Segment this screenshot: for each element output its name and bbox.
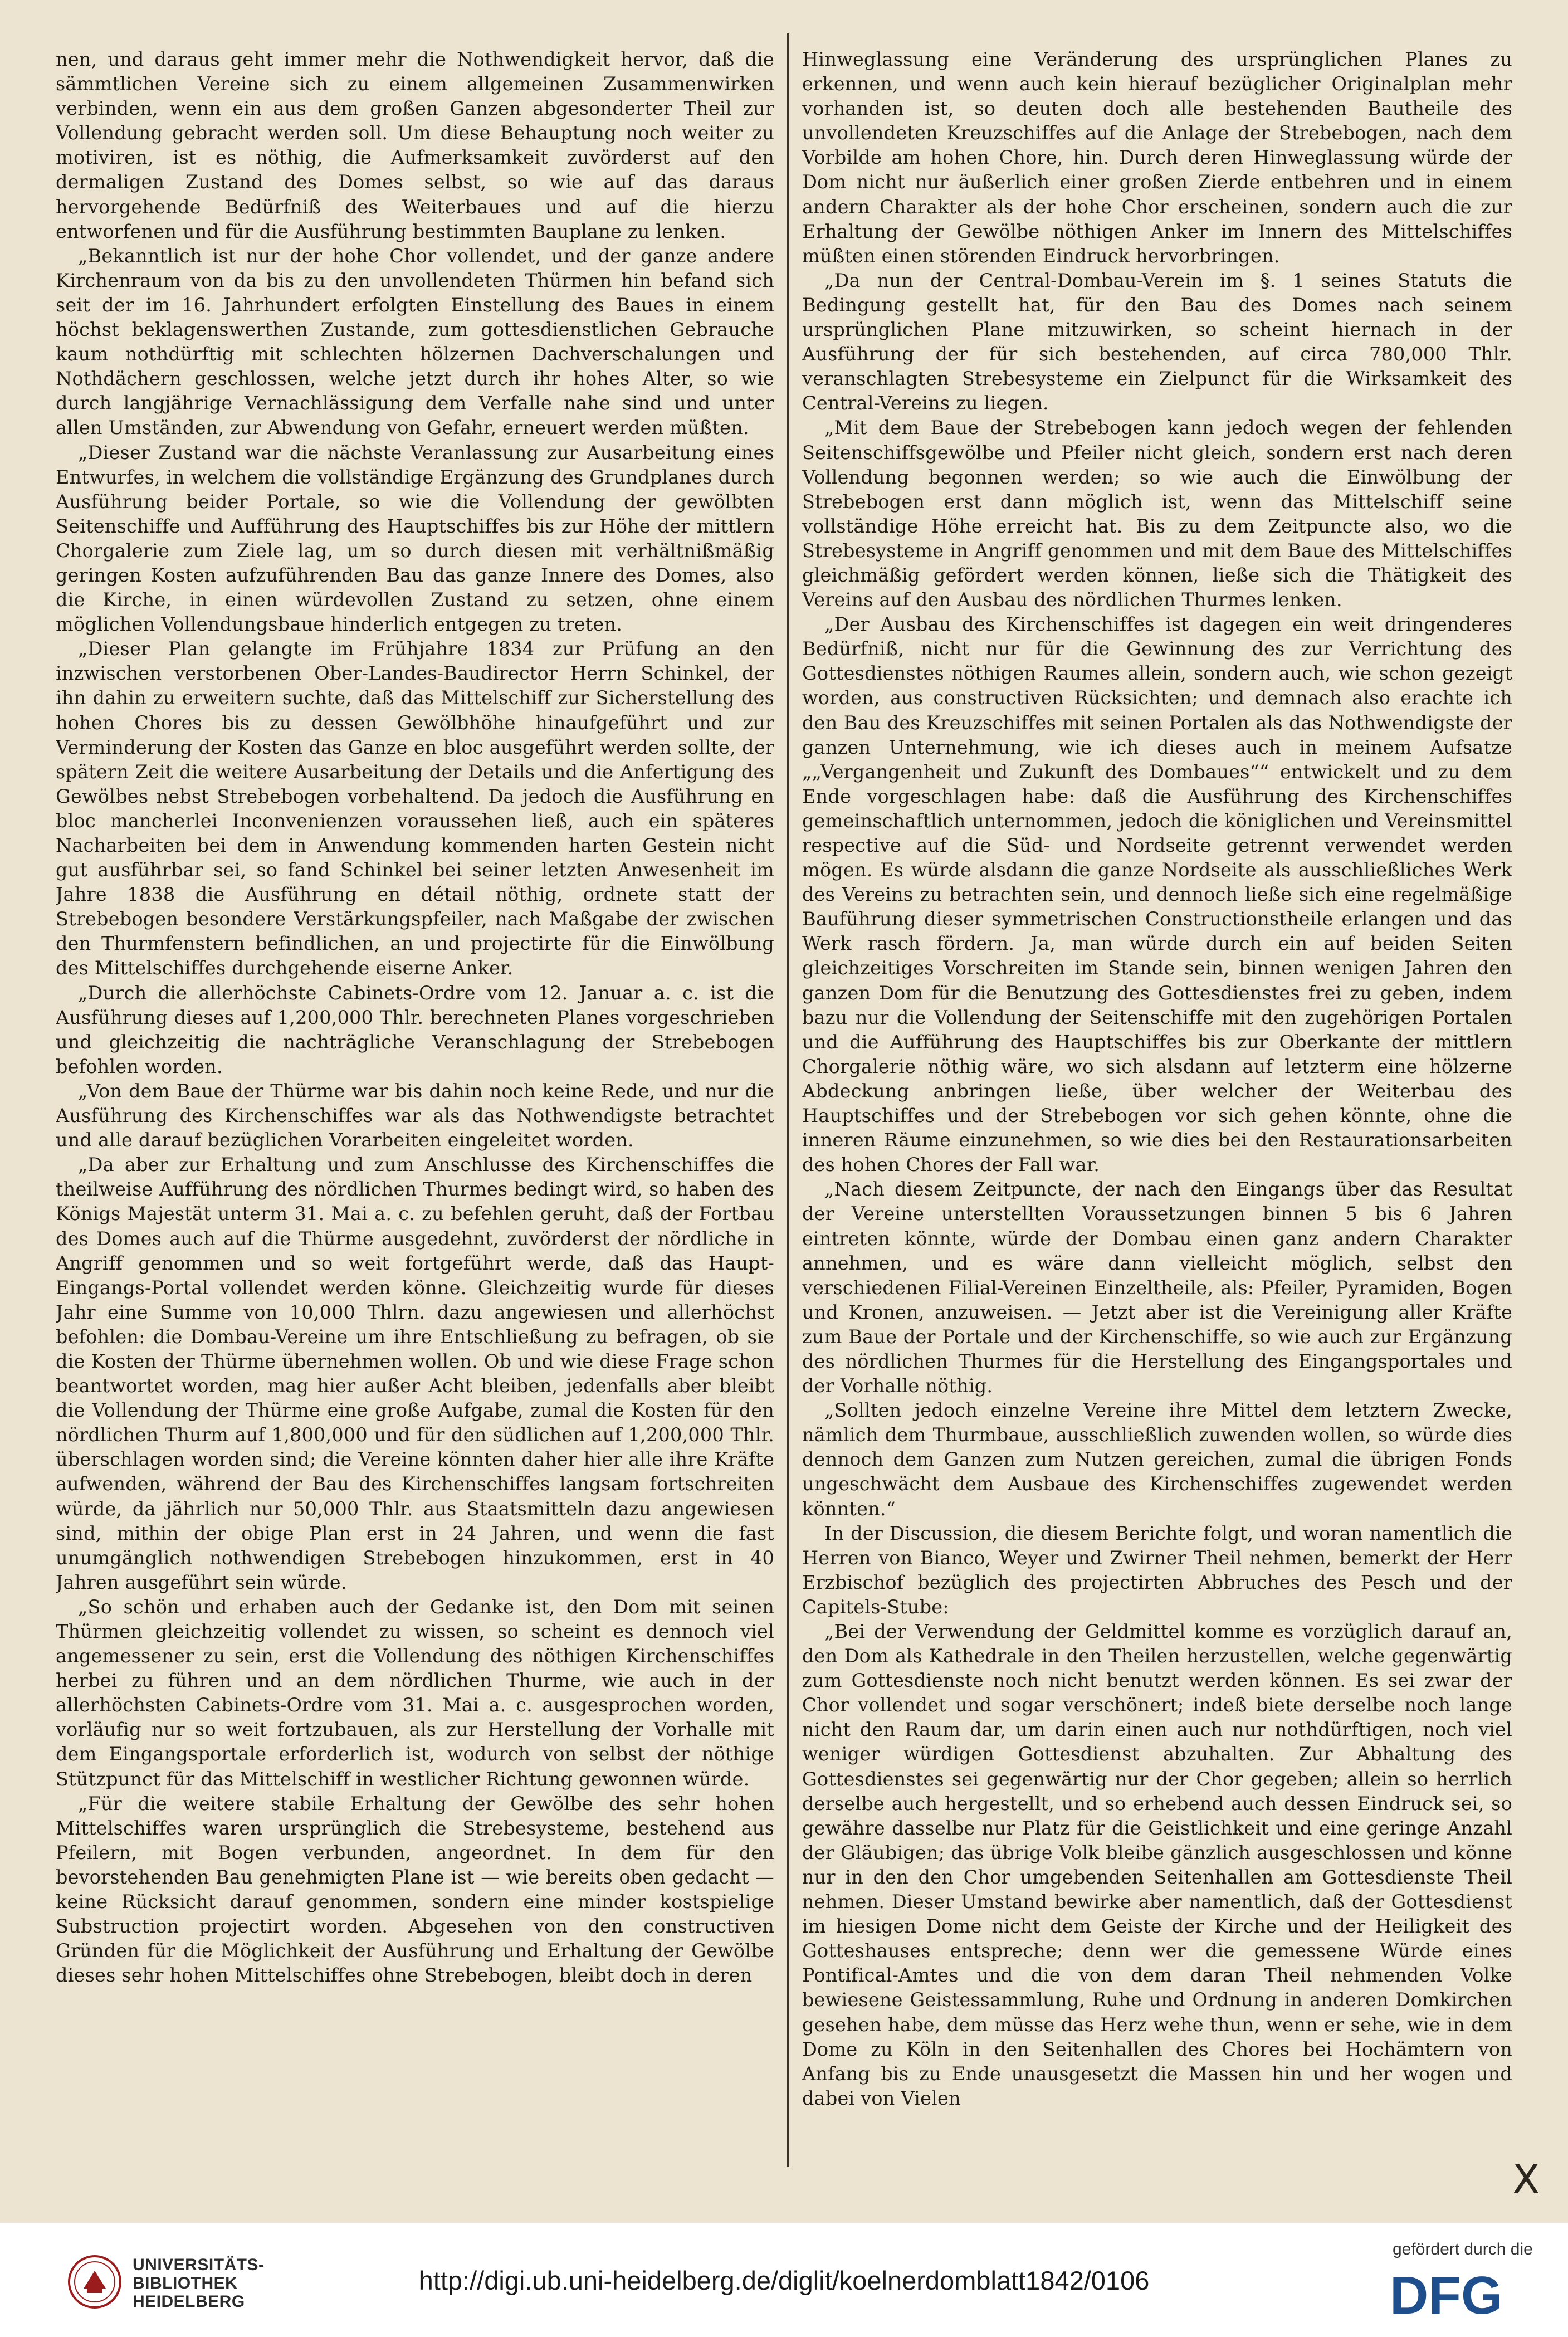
paragraph: „Da nun der Central-Dombau-Verein im §. 1 seines Statuts die Bedingung gestellt hat, für den Bau des Domes nach seinem ursprünglichen Plane mitzuwirken, so scheint hiernach in der Ausführung der für sich bestehenden, auf circa 780,000 Thlr. veranschlagten Strebesysteme ein Zielpunct für die Wirksamkeit des Central-Vereins zu liegen.: [802, 269, 1512, 414]
paragraph: Hinweglassung eine Veränderung des ursprünglichen Planes zu erkennen, und wenn auch kein hierauf bezüglicher Originalplan mehr vorhanden ist, so deuten doch alle bestehenden Bautheile des unvollendeten Kreuzschiffes auf die Anlage der Strebebogen, nach dem Vorbilde am hohen Chore, hin. Durch deren Hinweglassung würde der Dom nicht nur äußerlich einer großen Zierde entbehren und in einem andern Charakter als der hohe Chor erscheinen, sondern auch die zur Erhaltung der Gewölbe nöthigen Anker im Innern des Mittelschiffes müßten einen störenden Eindruck hervorbringen.: [802, 48, 1512, 267]
paragraph: „Für die weitere stabile Erhaltung der Gewölbe des sehr hohen Mittelschiffes waren ursprünglich die Strebesysteme, bestehend aus Pfeilern, mit Bogen verbunden, angeordnet. In dem für den bevorstehenden Bau genehmigten Plane ist — wie bereits oben gedacht — keine Rücksicht darauf genommen, sondern eine minder kostspielige Substruction projectirt worden. Abgesehen von den constructiven Gründen für die Möglichkeit der Ausführung und Erhaltung der Gewölbe dieses sehr hohen Mittelschiffes ohne Strebebogen, bleibt doch in deren: [56, 1792, 774, 1987]
paragraph: nen, und daraus geht immer mehr die Nothwendigkeit hervor, daß die sämmtlichen Vereine sich zu einem allgemeinen Zusammenwirken verbinden, wenn ein aus dem großen Ganzen abgesonderter Theil zur Vollendung gebracht werden soll. Um diese Behauptung noch weiter zu motiviren, ist es nöthig, die Aufmerksamkeit zuvörderst auf den dermaligen Zustand des Domes selbst, so wie auf das daraus hervorgehende Bedürfniß des Weiterbaues und auf die hierzu entworfenen und für die Ausführung bestimmten Bauplane zu lenken.: [56, 48, 774, 242]
column-rule: [787, 33, 789, 2167]
paragraph: „Der Ausbau des Kirchenschiffes ist dagegen ein weit dringenderes Bedürfniß, nicht nur für die Gewinnung des zur Verrichtung des Gottesdienstes nöthigen Raumes allein, sondern auch, wie schon gezeigt worden, aus constructiven Rücksichten; und demnach also erachte ich den Bau des Kreuzschiffes mit seinen Portalen als das Nothwendigste der ganzen Unternehmung, wie ich dieses auch in meinem Aufsatze „„Vergangenheit und Zukunft des Dombaues““ entwickelt und zu dem Ende vorgeschlagen habe: daß die Ausführung des Kirchenschiffes gemeinschaftlich unternommen, jedoch die königlichen und Vereinsmittel respective auf die Süd- und Nordseite getrennt verwendet werden mögen. Es würde alsdann die ganze Nordseite als ausschließliches Werk des Vereins zu betrachten sein, und dennoch ließe sich eine regelmäßige Bauführung dieser symmetrischen Constructionstheile erlangen und das Werk rasch fördern. Ja, man würde durch ein auf beiden Seiten gleichzeitiges Vorschreiten im Stande sein, binnen wenigen Jahren den ganzen Dom für die Benutzung des Gottesdienstes frei zu geben, indem bazu nur die Vollendung der Seitenschiffe mit den zugehörigen Portalen und die Aufführung des Hauptschiffes bis zur Oberkante der mittlern Chorgalerie nöthig wäre, wo sich alsdann auf letzterm eine hölzerne Abdeckung anbringen ließe, über welcher der Weiterbau des Hauptschiffes und der Strebebogen vor sich gehen könnte, ohne die inneren Räume einzunehmen, so wie dies bei den Restaurationsarbeiten des hohen Chores der Fall war.: [802, 613, 1512, 1176]
university-name-line: HEIDELBERG: [133, 2292, 245, 2311]
paragraph: „Bei der Verwendung der Geldmittel komme es vorzüglich darauf an, den Dom als Kathedrale in den Theilen herzustellen, welche gegenwärtig zum Gottesdienste noch nicht benutzt werden können. Es sei zwar der Chor vollendet und sogar verschönert; indeß biete derselbe noch lange nicht den Raum dar, um darin einen auch nur nothdürftigen, noch viel weniger würdigen Gottesdienst abzuhalten. Zur Abhaltung des Gottesdienstes sei gegenwärtig nur der Chor gegeben; allein so herrlich derselbe auch hergestellt, und so erhebend auch dessen Eindruck sei, so gewähre dasselbe nur Platz für die Geistlichkeit und eine geringe Anzahl der Gläubigen; das übrige Volk bleibe gänzlich ausgeschlossen und könne nur in den den Chor umgebenden Seitenhallen am Gottesdienste Theil nehmen. Dieser Umstand bewirke aber namentlich, daß der Gottesdienst im hiesigen Dome nicht dem Geiste der Kirche und der Heiligkeit des Gotteshauses entspreche; denn wer die gemessene Würde eines Pontifical-Amtes und die von dem daran Theil nehmenden Volke bewiesene Geistessammlung, Ruhe und Ordnung in anderen Domkirchen gesehen habe, dem müsse das Herz wehe thun, wenn er sehe, wie in dem Dome zu Köln in den Seitenhallen des Chores bei Hochämtern von Anfang bis zu Ende unausgesetzt die Massen hin und her wogen und dabei von Vielen: [802, 1621, 1512, 2109]
paragraph: „Nach diesem Zeitpuncte, der nach den Eingangs über das Resultat der Vereine unterstellten Voraussetzungen binnen 5 bis 6 Jahren eintreten könnte, würde der Dombau einen ganz andern Charakter annehmen, und es wäre dann vielleicht möglich, selbst den verschiedenen Filial-Vereinen Einzeltheile, als: Pfeiler, Pyramiden, Bogen und Kronen, anzuweisen. — Jetzt aber ist die Vereinigung aller Kräfte zum Baue der Portale und der Kirchenschiffe, so wie auch zur Ergänzung des nördlichen Thurmes für die Herstellung des Eingangsportales und der Vorhalle nöthig.: [802, 1178, 1512, 1397]
dfg-logo-icon[interactable]: [1390, 2268, 1535, 2321]
paragraph: „Sollten jedoch einzelne Vereine ihre Mittel dem letztern Zwecke, nämlich dem Thurmbaue, ausschließlich zuwenden wollen, so würde dies dennoch dem Ganzen zum Nutzen gereichen, zumal die übrigen Fonds ungeschwächt dem Ausbaue des Kirchenschiffes zugewendet werden könnten.“: [802, 1399, 1512, 1520]
university-name-line: UNIVERSITÄTS-: [133, 2256, 265, 2274]
dfg-logo-text: DFG: [1390, 2268, 1503, 2321]
text-column-right: [802, 47, 1512, 2164]
paragraph: In der Discussion, die diesem Berichte folgt, und woran namentlich die Herren von Bianco, Weyer und Zwirner Theil nehmen, bemerkt der Herr Erzbischof bezüglich des projectirten Abbruches des Pesch und der Capitels-Stube:: [802, 1522, 1512, 1618]
paragraph: „So schön und erhaben auch der Gedanke ist, den Dom mit seinen Thürmen gleichzeitig vollendet zu wissen, so scheint es dennoch viel angemessener zu sein, erst die Vollendung des nöthigen Kirchenschiffes herbei zu führen und an dem nördlichen Thurme, wie auch in der allerhöchsten Cabinets-Ordre vom 31. Mai a. c. ausgesprochen worden, vorläufig nur so weit fortzubauen, als zur Herstellung der Vorhalle mit dem Eingangsportale erforderlich ist, wodurch von selbst der nöthige Stützpunct für das Mittelschiff in westlicher Richtung gewonnen würde.: [56, 1596, 774, 1790]
paragraph: „Dieser Plan gelangte im Frühjahre 1834 zur Prüfung an den inzwischen verstorbenen Ober-Landes-Baudirector Herrn Schinkel, der ihn dahin zu erweitern suchte, daß das Mittelschiff zur Sicherstellung des hohen Chores bis zu dessen Gewölbhöhe hinaufgeführt und zur Verminderung der Kosten das Ganze en bloc ausgeführt werden sollte, der spätern Zeit die weitere Ausarbeitung der Details und die Anfertigung des Gewölbes nebst Strebebogen vorbehaltend. Da jedoch die Ausführung en bloc mancherlei Inconvenienzen voraussehen ließ, auch ein späteres Nacharbeiten bei dem in Anwendung kommenden harten Gestein nicht gut ausführbar sei, so fand Schinkel bei seiner letzten Anwesenheit im Jahre 1838 die Ausführung en détail nöthig, ordnete statt der Strebebogen besondere Verstärkungspfeiler, nach Maßgabe der zwischen den Thurmfenstern befindlichen, an und projectirte für die Einwölbung des Mittelschiffes durchgehende eiserne Anker.: [56, 638, 774, 979]
paragraph: „Dieser Zustand war die nächste Veranlassung zur Ausarbeitung eines Entwurfes, in welchem die vollständige Ergänzung des Grundplanes durch Ausführung beider Portale, so wie die Vollendung der gewölbten Seitenschiffe und Aufführung des Hauptschiffes bis zur Höhe der mittlern Chorgalerie zum Ziele lag, um so durch diesen mit verhältnißmäßig geringen Kosten aufzuführenden Bau das ganze Innere des Domes, also die Kirche, in einen würdevollen Zustand zu setzen, ohne einem möglichen Vollendungsbaue hinderlich entgegen zu treten.: [56, 441, 774, 636]
paragraph: „Durch die allerhöchste Cabinets-Ordre vom 12. Januar a. c. ist die Ausführung dieses auf 1,200,000 Thlr. berechneten Planes vorgeschrieben und gleichzeitig die nachträgliche Veranschlagung der Strebebogen befohlen worden.: [56, 982, 774, 1077]
permalink-url[interactable]: http://digi.ub.uni-heidelberg.de/diglit/koelnerdomblatt1842/0106: [418, 2266, 1150, 2295]
university-name-line: BIBLIOTHEK: [133, 2274, 238, 2292]
paragraph: „Da aber zur Erhaltung und zum Anschlusse des Kirchenschiffes die theilweise Aufführung des nördlichen Thurmes bedingt wird, so haben des Königs Majestät unterm 31. Mai a. c. zu befehlen geruht, daß der Fortbau des Domes auch auf die Thürme ausgedehnt, zuvörderst der nördliche in Angriff genommen und so weit fortgeführt werde, daß das Haupt-Eingangs-Portal vollendet werden könne. Gleichzeitig wurde für dieses Jahr eine Summe von 10,000 Thlrn. dazu angewiesen und allerhöchst befohlen: die Dombau-Vereine um ihre Entschließung zu befragen, ob sie die Kosten der Thürme übernehmen wollen. Ob und wie diese Frage schon beantwortet worden, mag hier außer Acht bleiben, jedenfalls aber bleibt die Vollendung der Thürme eine große Aufgabe, zumal die Kosten für den nördlichen Thurm auf 1,800,000 und für den südlichen auf 1,200,000 Thlr. überschlagen worden sind; die Vereine könnten daher hier alle ihre Kräfte aufwenden, während der Bau des Kirchenschiffes langsam fortschreiten würde, da jährlich nur 50,000 Thlr. aus Staatsmitteln dazu angewiesen sind, mithin der obige Plan erst in 24 Jahren, und wenn die fast unumgänglich nothwendigen Strebebogen hinzukommen, erst in 40 Jahren ausgeführt sein würde.: [56, 1154, 774, 1593]
funded-by-label: gefördert durch die: [1393, 2240, 1533, 2258]
text-column-left: [56, 47, 774, 2164]
paragraph: „Von dem Baue der Thürme war bis dahin noch keine Rede, und nur die Ausführung des Kirchenschiffes war als das Nothwendigste betrachtet und alle darauf bezüglichen Vorarbeiten eingeleitet worden.: [56, 1080, 774, 1152]
handwritten-mark: X: [1512, 2156, 1540, 2203]
viewer-footer: [0, 2223, 1568, 2337]
paragraph: „Mit dem Baue der Strebebogen kann jedoch wegen der fehlenden Seitenschiffsgewölbe und Pfeiler nicht gleich, sondern erst nach deren Vollendung begonnen werden; so wie auch die Einwölbung der Strebebogen erst dann möglich ist, wenn das Mittelschiff seine vollständige Höhe erreicht hat. Bis zu dem Zeitpuncte also, wo die Strebesysteme in Angriff genommen und mit dem Baue des Mittelschiffes gleichmäßig gefördert werden können, ließe sich die Thätigkeit des Vereins auf den Ausbau des nördlichen Thurmes lenken.: [802, 417, 1512, 611]
paragraph: „Bekanntlich ist nur der hohe Chor vollendet, und der ganze andere Kirchenraum von da bis zu den unvollendeten Thürmen hin befand sich seit der im 16. Jahrhundert erfolgten Einstellung des Baues in einem höchst beklagenswerthen Zustande, zum gottesdienstlichen Gebrauche kaum nothdürftig mit schlechten hölzernen Dachverschalungen und Nothdächern geschlossen, welche jetzt durch ihr hohes Alter, so wie durch langjährige Vernachlässigung dem Verfalle nahe sind und unter allen Umständen, zur Abwendung von Gefahr, erneuert werden müßten.: [56, 245, 774, 439]
